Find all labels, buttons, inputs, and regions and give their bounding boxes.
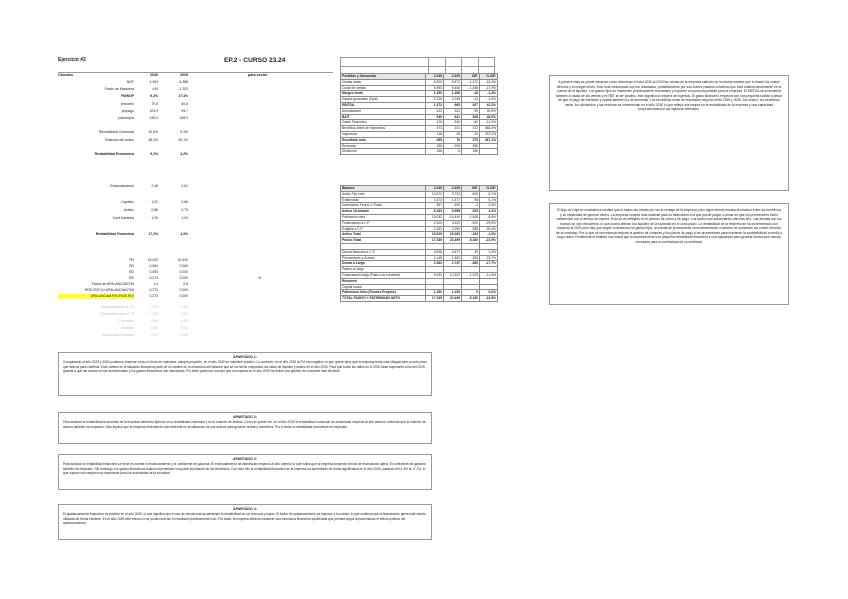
calc-row [58, 276, 333, 281]
row-value: 1.673 [426, 197, 444, 203]
calc-row-label: Coef.Garantía [112, 216, 134, 220]
row-value: 76 [444, 137, 462, 143]
calc-row-value-2029: 0,73 [181, 208, 188, 212]
row-value: 3.877 [444, 249, 462, 255]
row-value: 9.093 [426, 272, 444, 278]
row-value: 355 [426, 137, 444, 143]
calc-row-label: Endeudamiento a L.P [101, 305, 134, 309]
row-value: 476 [426, 120, 444, 126]
row-value: 6.950 [426, 85, 444, 91]
row-value: 0 [444, 149, 462, 155]
row-value: -17,7% [480, 261, 498, 267]
row-value: 99 [462, 108, 480, 114]
row-value: 25 [444, 131, 462, 137]
row-value: -23,7% [480, 255, 498, 261]
row-value: -17,3% [480, 85, 498, 91]
row-value: 597 [426, 203, 444, 209]
calc-row-value-2029: 0,86 [181, 200, 188, 204]
row-label: Dividendo [341, 149, 426, 155]
calc-row-label: FM/NOF [121, 94, 134, 99]
calc-row [58, 216, 333, 221]
row-label: Activo Circulante [341, 209, 426, 215]
row-value: 9.723 [444, 191, 462, 197]
calc-row [58, 224, 333, 229]
calc-row-value-2030: 10,6% [148, 130, 158, 135]
calc-row-value-2029: 0,00 [181, 326, 188, 330]
apartado-3-text: Para analizar la rentabilidad financiera se tiene en cuenta el endeudamiento y el coeficiente de garantía. El endeudamiento ha disminuido respecto al año anterior lo que indica que la empresa depende menos de financiación ajena. El coeficiente de garantía también ha mejorado. Sin embargo, los gastos financieros todavía representan una parte importante de los beneficios. Con todo ello la rentabilidad financiera de la empresa ha aumentado de forma significativa en el año 2030, pasando del 4,3% al 17,1%, lo que supone una mejora muy importante para los accionistas de la sociedad. [63, 462, 426, 476]
row-value: -16 [462, 91, 480, 97]
calc-row [58, 312, 333, 317]
row-value: 2.226 [426, 97, 444, 103]
row-label: Activo Total [341, 232, 426, 238]
row-value: 1.150 [444, 290, 462, 296]
calc-row-value-2029: -4.388 [178, 80, 188, 84]
row-label: Exigible a C.P. [341, 226, 426, 232]
row-value: 6.163 [426, 209, 444, 215]
apartado-3-title: APARTADO 3: [232, 457, 258, 461]
row-label: Amortización [341, 108, 426, 114]
calc-row-value-2030: 48,3% [148, 137, 158, 142]
row-label: Beneficio antes de impuestos [341, 126, 426, 132]
calc-year-2: 2029 [180, 73, 188, 77]
apartado-2-text: Para analizar la rentabilidad económica de la empresa debemos fijarnos en la rentabilidad comercial y en la rotación de activos. Como se puede ver, en el año 2030 la rentabilidad comercial ha aumentado respecto al año anterior, mientras que la rotación de activos también ha mejorado. Esto implica que la empresa está siendo más eficiente en la utilización de sus activos para generar ventas y beneficios. Por lo tanto la rentabilidad económica ha mejorado. [63, 420, 426, 429]
calc-row-value-2029: 1,04 [181, 216, 188, 220]
calc-row-label: RD [129, 276, 134, 280]
row-value: 156 [426, 143, 444, 149]
row-label: TOTAL PASIVO + PATRIMONIO NETO [341, 296, 426, 302]
calc-row [58, 288, 333, 293]
calc-row-value-2030: 15.032 [147, 258, 158, 262]
calc-row [58, 333, 333, 338]
row-value: 10.322 [444, 272, 462, 278]
calc-row-value-2029: 93,7 [181, 108, 188, 113]
row-label: Existencias [341, 197, 426, 203]
row-value: 17.339 [426, 296, 444, 302]
pyg-header-cell: % DIF. [480, 74, 498, 80]
row-value: -1.229 [462, 272, 480, 278]
row-label: Ventas netas [341, 79, 426, 85]
row-value: 6,1% [480, 197, 498, 203]
row-value: -199 [444, 143, 462, 149]
row-value: 2.262 [426, 226, 444, 232]
row-value: 3.250 [444, 226, 462, 232]
calc-row-label: RD [129, 270, 134, 274]
row-value: 355 [462, 143, 480, 149]
row-value: -355 [462, 255, 480, 261]
row-value: 368,3% [480, 126, 498, 132]
calc-row-value-2029: 0,000 [179, 288, 188, 292]
calc-row-value-2029: 0,000 [179, 294, 188, 298]
apartado-1 [58, 352, 432, 396]
row-value: 641 [444, 114, 462, 120]
row-value: 15.183 [444, 232, 462, 238]
calc-row [58, 319, 333, 324]
calc-row-value-2029: 0,060 [179, 264, 188, 268]
calc-row [58, 94, 333, 99]
row-value: 8.200 [426, 79, 444, 85]
row-label: EBITDA [341, 102, 426, 108]
row-value: -1.472 [462, 79, 480, 85]
row-value: 423 [426, 108, 444, 114]
apartado-4-title: APARTADO 4: [232, 507, 258, 511]
calc-row-label: pmpago [121, 108, 134, 113]
row-value: 279 [462, 137, 480, 143]
calc-row-value-2029: 0,000 [179, 276, 188, 280]
row-label: Gastos generales (Ppal) [341, 97, 426, 103]
calc-row-label: ROE-ROI*(1+APALANCAM.FIN) [84, 288, 134, 292]
apartado-2 [58, 412, 432, 444]
row-value: -22,9% [480, 296, 498, 302]
row-value: -900 [462, 220, 480, 226]
calc-row-value-2030: 17,1% [148, 232, 158, 236]
row-value: 540 [444, 120, 462, 126]
calc-col-label: Cálculos [58, 73, 73, 77]
row-value: 367,1% [480, 137, 498, 143]
calc-row-value-2030: 0,00 [151, 319, 158, 323]
apartado-1-title: APARTADO 1: [232, 355, 258, 359]
balance-header-cell: 2.029 [444, 186, 462, 192]
calc-row-value-2030: 0,272 [149, 294, 158, 298]
pyg-header-cell: 2.030 [426, 74, 444, 80]
row-value: 22.499 [444, 238, 462, 244]
pyg-header-cell: 2.029 [444, 74, 462, 80]
row-value: 8,7% [480, 191, 498, 197]
pyg-table [340, 73, 498, 155]
calc-row [58, 305, 333, 310]
row-value: 8.406 [444, 85, 462, 91]
calc-row-value-2030: 1,0 [153, 282, 158, 286]
calc-row-value-2030: 0,000 [149, 270, 158, 274]
row-value: 205 [462, 209, 480, 215]
calc-row [58, 258, 333, 263]
row-label: Financiación a L.P. [341, 220, 426, 226]
calc-row-label: Rentabilidad Financiera [95, 232, 134, 236]
row-value: 308 [462, 114, 480, 120]
row-label: Pasivo Total [341, 238, 426, 244]
row-label: Coste de ventas [341, 85, 426, 91]
row-value: 96 [462, 197, 480, 203]
row-value: -1,3% [480, 91, 498, 97]
calc-row-value-2029: -1.203 [178, 87, 188, 92]
calc-row-value-2030: 0,00 [151, 305, 158, 309]
row-value: 156 [426, 149, 444, 155]
row-label: Inversiones Financ.C.Plazo [341, 203, 426, 209]
calc-row [58, 87, 333, 92]
balance-header-cell: DIF. [462, 186, 480, 192]
row-value: -1,0% [480, 249, 498, 255]
calc-row-value-2030: 0,273 [149, 276, 158, 280]
row-label: Patrimonio neto [341, 214, 426, 220]
calc-row-value-2030: 0,88 [151, 208, 158, 212]
calc-row-value-2029: 0,8 [183, 282, 188, 286]
calc-row-label: Endeudamiento a C.P [100, 312, 134, 316]
row-value: -11,9% [480, 272, 498, 278]
apartado-1-text: Comparando el año 2029 y 2030 podemos observar cómo el fondo de maniobra, aunque pequeño, en el año 2030 se mantiene positivo. Lo contrario, en el año 2029 la FM era negativo, lo que quiere decir que la empresa tenía más obligaciones a corto plazo que activos para cubrirlas. Este cambio en la situación financiera parte de un cambio en la estructura del balance que se ha hecho mejorando los ratios de liquidez y acidez en el año 2030. Para que todos los ratios en el 2030 sean superiores a los del 2029, gracias a que las ventas se han incrementado y los gastos financieros han disminuido. Por tanto podemos concluir que la empresa en el año 2030 ha tenido una gestión de circulante más eficiente. [63, 360, 427, 374]
row-value: -8,6% [480, 214, 498, 220]
row-label: Pasivo a Largo [341, 267, 426, 273]
calc-row-value-2030: 0,00 [151, 312, 158, 316]
row-value: 16.440 [444, 214, 462, 220]
calc-row-value-2030: 0,00 [151, 333, 158, 337]
row-label: Proveedores y Acreed. [341, 255, 426, 261]
row-value: -5.160 [462, 296, 480, 302]
calc-row-value-2029: 0,00 [181, 305, 188, 309]
row-value: 9.672 [444, 79, 462, 85]
calc-row-value-2030: 103,9 [149, 108, 158, 113]
row-value: 324 [444, 108, 462, 114]
row-value: -39 [462, 249, 480, 255]
row-label: BAIT [341, 114, 426, 120]
row-value: -3 [462, 203, 480, 209]
calc-row-label: pmcompra [117, 116, 134, 120]
row-value: 1.150 [426, 290, 444, 296]
table-row [341, 149, 498, 155]
row-value: 48,0% [480, 114, 498, 120]
row-label: Margen bruto [341, 91, 426, 97]
row-value: 3.838 [426, 249, 444, 255]
row-value: -485 [462, 261, 480, 267]
calc-row-label: pmcobro [120, 101, 134, 106]
row-value: 2.262 [426, 261, 444, 267]
comment-text-balance: El flujo de Caja se considera a medida que lo hacen las ventas por ser la ventaja de la empresa, pero sigue siendo escasa la relación entre los beneficios y su capacidad de generar dinero. La empresa compra más material para su fabricación a la que puede pagar, a pesar de que los proveedores estén satisfechos con el tiempo de espera. Esto se ve reflejado en el periodo de cobro y de pago. Los stocks van aumentando año tras año. Las deudas con los bancos se van reduciendo, lo que podría afectar a la liquidez de la sociedad en el corto plazo. La rentabilidad de la empresa se ha incrementado con respecto al 2029 pero hay que seguir controlando los gastos fijos, la cuenta de proveedores va incrementando conforme se aumentan los costes directos de la sociedad. Por lo que se recomienda mejorar la gestión de compras y los plazos de pago a los proveedores para mantener la sostenibilidad a medio y largo plazo. Finalmente el análisis nos indica que la empresa tiene una pequeña rentabilidad financiera y una capacidad para generar fondos que resulta necesaria para la continuidad de su actividad. [556, 208, 782, 244]
row-value: -1,0% [480, 232, 498, 238]
row-value: 2.249 [444, 97, 462, 103]
calc-row-value-2030: 4.394 [149, 80, 158, 84]
row-value: 17.339 [426, 238, 444, 244]
row-label: Gasto Financiero [341, 120, 426, 126]
apartado-3 [58, 454, 432, 490]
row-value: 2.747 [444, 261, 462, 267]
calc-row-label: Fondo de Maniobra [104, 87, 134, 92]
calc-row-label: NOF [126, 80, 134, 84]
calc-row-label: Factor de APALANCAM.FIN [91, 282, 134, 286]
calc-row-value-2030: 1,26 [151, 216, 158, 220]
calc-row-label: APALANCAM.FIN./ROE-ROI [90, 294, 134, 298]
row-value: 1.266 [444, 91, 462, 97]
calc-row-value-2030: 2,46 [151, 184, 158, 188]
row-value: 93 [462, 131, 480, 137]
row-value: 5.958 [444, 209, 462, 215]
table-row [341, 296, 498, 302]
row-value: -5.160 [462, 238, 480, 244]
calc-row-value-2029: 0,000 [179, 270, 188, 274]
comment-box-balance [549, 203, 789, 305]
row-value: -23 [462, 97, 480, 103]
row-label: Reservas [341, 143, 426, 149]
calc-row-value-2030: 0,272 [149, 288, 158, 292]
row-value: 42,2% [480, 102, 498, 108]
calc-row-value-2029: 16.440 [177, 258, 188, 262]
row-value: -15,2% [480, 79, 498, 85]
row-value: -154 [462, 232, 480, 238]
comment-box-pyg [549, 75, 789, 191]
calc-row-label: Rotación del Activo [105, 137, 134, 142]
calc-row-value-2029: 4,2% [180, 152, 188, 156]
calc-row [58, 145, 333, 150]
calc-row-value-2030: 0,064 [149, 264, 158, 268]
calc-row-value-2029: 9,3% [180, 130, 188, 135]
row-value: -11,9% [480, 120, 498, 126]
row-value: -29,0% [480, 220, 498, 226]
calc-row-value-2030: 410 [152, 87, 158, 92]
calc-row-label: Autonomía financiera [101, 333, 134, 337]
calc-row [58, 208, 333, 213]
calc-header-line [58, 72, 333, 73]
apartado-2-title: APARTADO 2: [232, 415, 258, 419]
row-value: 3.100 [444, 220, 462, 226]
calc-row [58, 102, 333, 107]
calc-row [58, 200, 333, 205]
calc-row-value-2030: 1,02 [151, 200, 158, 204]
row-label: Impuestos [341, 131, 426, 137]
pct-note: % [258, 276, 262, 280]
calc-row-value-2030: 9,3% [150, 94, 158, 99]
calc-row [58, 123, 333, 128]
calc-row-value-2029: 2,61 [181, 184, 188, 188]
row-value: -64 [462, 120, 480, 126]
calc-row-label: PN [129, 258, 134, 262]
row-value: 2.200 [426, 220, 444, 226]
balance-header-cell: % DIF. [480, 186, 498, 192]
apartado-4-text: El apalancamiento financiero es positivo en el año 2030, lo que significa que el uso de deuda está aumentando la rentabilidad de los recursos propios. El factor de apalancamiento es superior a la unidad, lo que confirma que la financiación ajena está siendo utilizada de forma eficiente. En el año 2029 este efecto no se producía al ser el resultado prácticamente nulo. Por tanto, la empresa debería mantener una estructura financiera equilibrada que permita seguir aprovechando el efecto positivo del apalancamiento. [63, 512, 426, 526]
calc-row-label: Endeudamiento [110, 184, 134, 188]
pyg-header-cell: DIF. [462, 74, 480, 80]
balance-table [340, 185, 498, 302]
row-value: -988 [462, 226, 480, 232]
row-value: -22,9% [480, 238, 498, 244]
calc-row [58, 294, 188, 299]
calc-row [58, 109, 333, 114]
pyg-header-cell: Pérdidas y Ganancias [341, 74, 426, 80]
calc-note-header: para sector [248, 73, 268, 77]
row-value: 0,0% [480, 290, 498, 296]
row-label: Capital social [341, 284, 426, 290]
row-label: Financiación larga (Pasivo no corriente) [341, 272, 426, 278]
calc-row-value-2029: 4,3% [180, 232, 188, 236]
calc-row-value-2029: 45,1% [178, 137, 188, 142]
calc-row-value-2030: 0,00 [151, 326, 158, 330]
row-value: 407 [462, 102, 480, 108]
row-label: Deuda a Largo [341, 261, 426, 267]
row-value: -30,4% [480, 226, 498, 232]
row-value: 1.145 [426, 255, 444, 261]
comment-text-pyg: A primera vista se puede observar como disminuye el total 2030 al 2029 las ventas de la empresa caiendo de la misma manera que lo hacen los costes directos y el margen bruto. Esto está relacionado con los resultados, probablemente por una buena práctica comercial que está todavía tenuemente en la cuenta de la liquidez. Los gastos fijos se mantienen prácticamente constantes y suponen un punto importante para la empresa. El EBITDA se incrementa también a causa de los ventas y el EBIT al ser positivo, esto significa la mejoría de ingresos. El gasto financiero empeora con una pequeña subida a pesar de que el pago de intereses y capital también ha de aumentar. Los beneficios antes de impuestos mejoran entre 2029 y 2030. Así mismo, los beneficios netos, los dividendos y las reservas se incrementan en el año 2030 lo que refleja una mejora en la rentabilidad de la empresa y una capacidad proporcionada por los ingresos obtenidos. [556, 80, 782, 111]
row-value [480, 149, 498, 155]
calc-row-label: Rotación [120, 326, 134, 330]
calc-year-1: 2030 [150, 73, 158, 77]
calc-row-value-2030: 70,6 [151, 101, 158, 106]
row-value: 949 [426, 114, 444, 120]
row-value: -1.408 [462, 214, 480, 220]
calc-row-value-2029: 27,4% [178, 94, 188, 99]
calc-row-value-2029: 108,0 [179, 116, 188, 120]
calc-row-value-2030: 5,1% [150, 152, 158, 156]
row-label: Resultado neto [341, 137, 426, 143]
calc-row-label: Liquidez [121, 200, 134, 204]
row-value: 473 [426, 126, 444, 132]
row-value: -1,0% [480, 97, 498, 103]
row-value: 600 [444, 203, 462, 209]
row-value: 10.572 [426, 191, 444, 197]
row-value: 965 [444, 102, 462, 108]
row-value: 1.577 [444, 197, 462, 203]
calc-row-label: Cobertura [118, 319, 134, 323]
calc-row [58, 138, 333, 143]
row-value: 22.499 [444, 296, 462, 302]
calc-row-label: Rentabilidad Económica [94, 152, 134, 156]
row-value: 372,0% [480, 131, 498, 137]
row-value: 849 [462, 191, 480, 197]
exercise-label: Ejercicio #2 [58, 57, 86, 63]
row-value: 372 [462, 126, 480, 132]
calc-row-value-2029: 0,00 [181, 312, 188, 316]
row-value: 156 [462, 149, 480, 155]
calc-row [58, 270, 333, 275]
row-value: 0 [462, 290, 480, 296]
calc-row [58, 80, 333, 85]
calc-row-value-2029: 60,6 [181, 101, 188, 106]
calc-row-label: RD [129, 264, 134, 268]
row-value: 15.029 [426, 232, 444, 238]
row-value: -0,5% [480, 203, 498, 209]
calc-row-label: Rentabilidad Comercial [98, 130, 134, 135]
calc-row [58, 184, 333, 189]
row-label: Activo Fijo neto [341, 191, 426, 197]
row-label: Patrimonio Neto (Fondos Propios) [341, 290, 426, 296]
row-value: -1.456 [462, 85, 480, 91]
row-value: 1.250 [426, 91, 444, 97]
calc-row-value-2029: 0,00 [181, 319, 188, 323]
balance-header-cell: 2.030 [426, 186, 444, 192]
calc-row-label: Acidez [123, 208, 134, 212]
calc-row [58, 326, 333, 331]
calc-row [58, 116, 333, 121]
calc-row-value-2029: 0,00 [181, 333, 188, 337]
row-value: 15.032 [426, 214, 444, 220]
balance-header-cell: Balance [341, 186, 426, 192]
calc-row [58, 130, 333, 135]
row-value: 118 [426, 131, 444, 137]
calc-row-value-2030: 149,0 [149, 116, 158, 120]
row-label: Resumen [341, 278, 426, 284]
row-value: 101 [444, 126, 462, 132]
calc-row [58, 232, 333, 237]
apartado-4 [58, 504, 432, 540]
row-value: 30,6% [480, 108, 498, 114]
calc-row [58, 152, 333, 157]
row-value: 1.372 [426, 102, 444, 108]
calc-row [58, 192, 333, 197]
page-title: EP.2 - CURSO 23.24 [224, 57, 286, 64]
calc-row [58, 264, 333, 269]
calc-row [58, 282, 333, 287]
row-label: Deuda Bancaria a C.P. [341, 249, 426, 255]
row-value: 1.500 [444, 255, 462, 261]
row-value: 3,4% [480, 209, 498, 215]
